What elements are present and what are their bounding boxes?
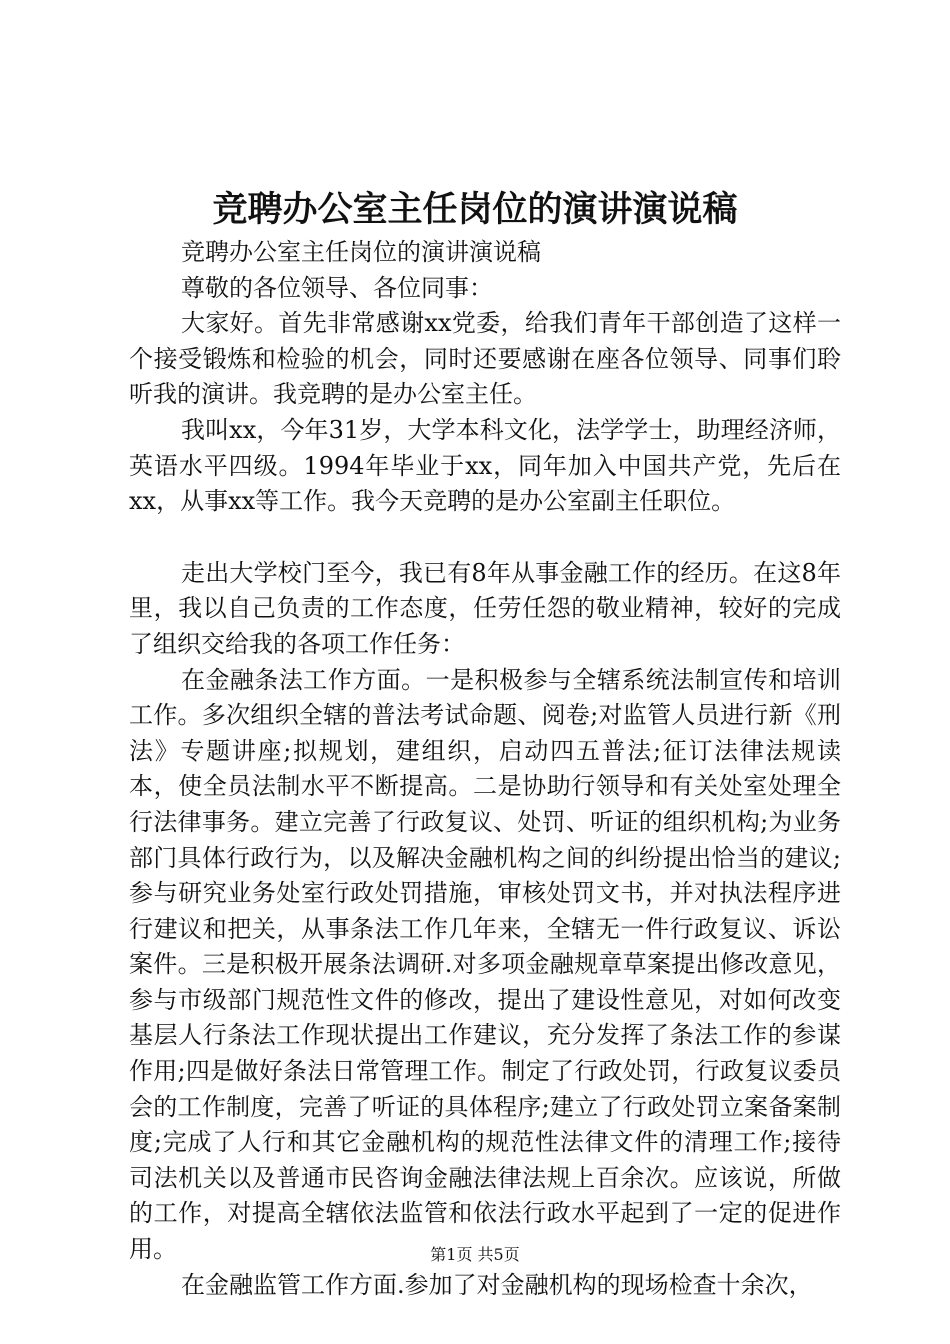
paragraph-greeting: 大家好。首先非常感谢xx党委，给我们青年干部创造了这样一个接受锻炼和检验的机会，同时还要感谢在座各位领导、同事们聆听我的演讲。我竞聘的是办公室主任。 bbox=[129, 309, 841, 409]
paragraph-supervision-work: 在金融监管工作方面.参加了对金融机构的现场检查十余次， bbox=[181, 1270, 813, 1299]
page-footer: 第1页 共5页 bbox=[430, 1245, 520, 1264]
document-title: 竞聘办公室主任岗位的演讲演说稿 bbox=[212, 189, 738, 230]
paragraph-salutation: 尊敬的各位领导、各位同事： bbox=[181, 273, 493, 302]
paragraph-legal-work: 在金融条法工作方面。一是积极参与全辖系统法制宣传和培训工作。多次组织全辖的普法考试命题、阅卷;对监管人员进行新《刑法》专题讲座;拟规划，建组织，启动四五普法;征订法律法规读本，使全员法制水平不断提高。二是协助行领导和有关处室处理全行法律事务。建立完善了行政复议、处罚、听证的组织机构;为业务部门具体行政行为，以及解决金融机构之间的纠纷提出恰当的建议;参与研究业务处室行政处罚措施，审核处罚文书，并对执法程序进行建议和把关，从事条法工作几年来，全辖无一件行政复议、诉讼案件。三是积极开展条法调研.对多项金融规章草案提出修改意见，参与市级部门规范性文件的修改，提出了建设性意见，对如何改变基层人行条法工作现状提出工作建议，充分发挥了条法工作的参谋作用;四是做好条法日常管理工作。制定了行政处罚，行政复议委员会的工作制度，完善了听证的具体程序;建立了行政处罚立案备案制度;完成了人行和其它金融机构的规范性法律文件的清理工作;接待司法机关以及普通市民咨询金融法律法规上百余次。应该说，所做的工作，对提高全辖依法监管和依法行政水平起到了一定的促进作用。 bbox=[129, 665, 841, 1264]
paragraph-self-intro: 我叫xx，今年31岁，大学本科文化，法学学士，助理经济师，英语水平四级。1994年毕业于xx，同年加入中国共产党，先后在xx，从事xx等工作。我今天竞聘的是办公室副主任职位。 bbox=[129, 415, 841, 516]
paragraph-spacer bbox=[129, 520, 841, 556]
paragraph-experience: 走出大学校门至今，我已有8年从事金融工作的经历。在这8年里，我以自己负责的工作态度，任劳任怨的敬业精神，较好的完成了组织交给我的各项工作任务： bbox=[129, 558, 841, 658]
document-body bbox=[129, 235, 841, 1303]
paragraph-heading-repeat: 竞聘办公室主任岗位的演讲演说稿 bbox=[181, 238, 541, 266]
